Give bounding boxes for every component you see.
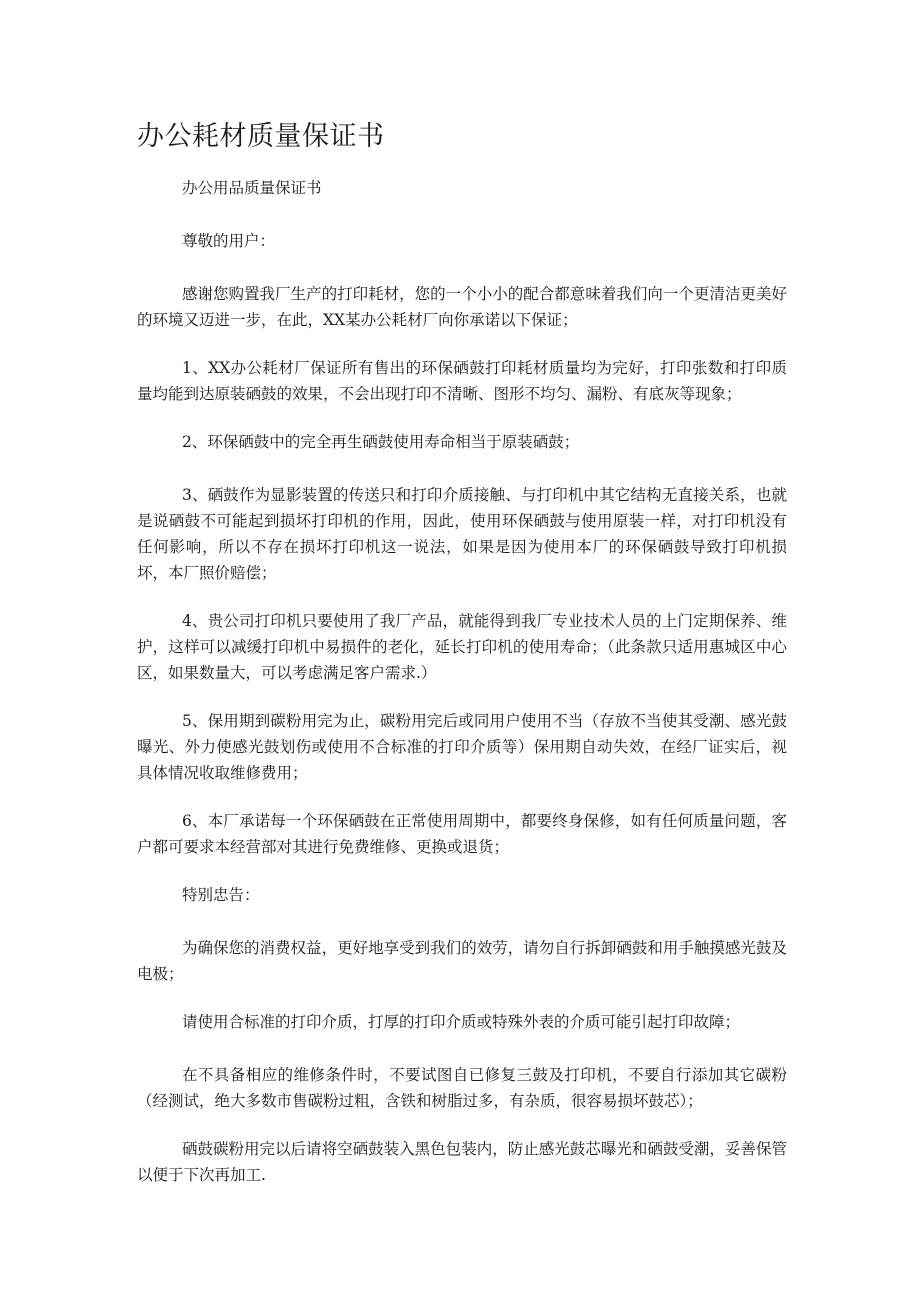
warning-item-2: 请使用合标准的打印介质，打厚的打印介质或特殊外表的介质可能引起打印故障； [181, 1013, 740, 1031]
warning-item-3: 在不具备相应的维修条件时，不要试图自已修复三鼓及打印机，不要自行添加其它碳粉（经测试，绝大多数市售碳粉过粗，含铁和树脂过多，有杂质，很容易损坏鼓芯）； [137, 1066, 787, 1110]
paragraph-clause-6: 6、本厂承诺每一个环保硒鼓在正常使用周期中，都要终身保修，如有任何质量问题，客户都可要求本经营部对其进行免费维修、更换或退货； [137, 812, 787, 856]
document-subtitle: 办公用品质量保证书 [181, 179, 322, 197]
warning-heading: 特别忠告： [181, 886, 260, 904]
document-body [137, 175, 787, 1210]
paragraph-clause-1: 1、XX办公耗材厂保证所有售出的环保硒鼓打印耗材质量均为完好，打印张数和打印质量均能到达原装硒鼓的效果，不会出现打印不清晰、图形不均匀、漏粉、有底灰等现象； [137, 359, 787, 403]
warning-item-1: 为确保您的消费权益，更好地享受到我们的效劳，请勿自行拆卸硒鼓和用手触摸感光鼓及电极； [137, 939, 787, 983]
paragraph-clause-5: 5、保用期到碳粉用完为止，碳粉用完后或同用户使用不当（存放不当使其受潮、感光鼓曝光、外力使感光鼓划伤或使用不合标准的打印介质等）保用期自动失效，在经厂证实后，视具体情况收取维修费用； [137, 712, 787, 782]
paragraph-clause-3: 3、硒鼓作为显影装置的传送只和打印介质接触、与打印机中其它结构无直接关系，也就是说硒鼓不可能起到损坏打印机的作用，因此，使用环保硒鼓与使用原装一样，对打印机没有任何影响，所以不存在损坏打印机这一说法，如果是因为使用本厂的环保硒鼓导致打印机损坏，本厂照价赔偿； [137, 486, 787, 582]
paragraph-clause-4: 4、贵公司打印机只要使用了我厂产品，就能得到我厂专业技术人员的上门定期保养、维护，这样可以减缓打印机中易损件的老化，延长打印机的使用寿命；（此条款只适用惠城区中心区，如果数量大，可以考虑满足客户需求.） [137, 612, 787, 682]
document-title: 办公耗材质量保证书 [137, 121, 385, 152]
warning-item-4: 硒鼓碳粉用完以后请将空硒鼓装入黑色包装内，防止感光鼓芯曝光和硒鼓受潮，妥善保管以便于下次再加工. [137, 1140, 787, 1184]
paragraph-intro: 感谢您购置我厂生产的打印耗材，您的一个小小的配合都意味着我们向一个更清洁更美好的环境又迈进一步，在此，XX某办公耗材厂向你承诺以下保证； [137, 285, 787, 329]
greeting: 尊敬的用户： [181, 232, 275, 250]
paragraph-clause-2: 2、环保硒鼓中的完全再生硒鼓使用寿命相当于原装硒鼓； [181, 433, 580, 451]
